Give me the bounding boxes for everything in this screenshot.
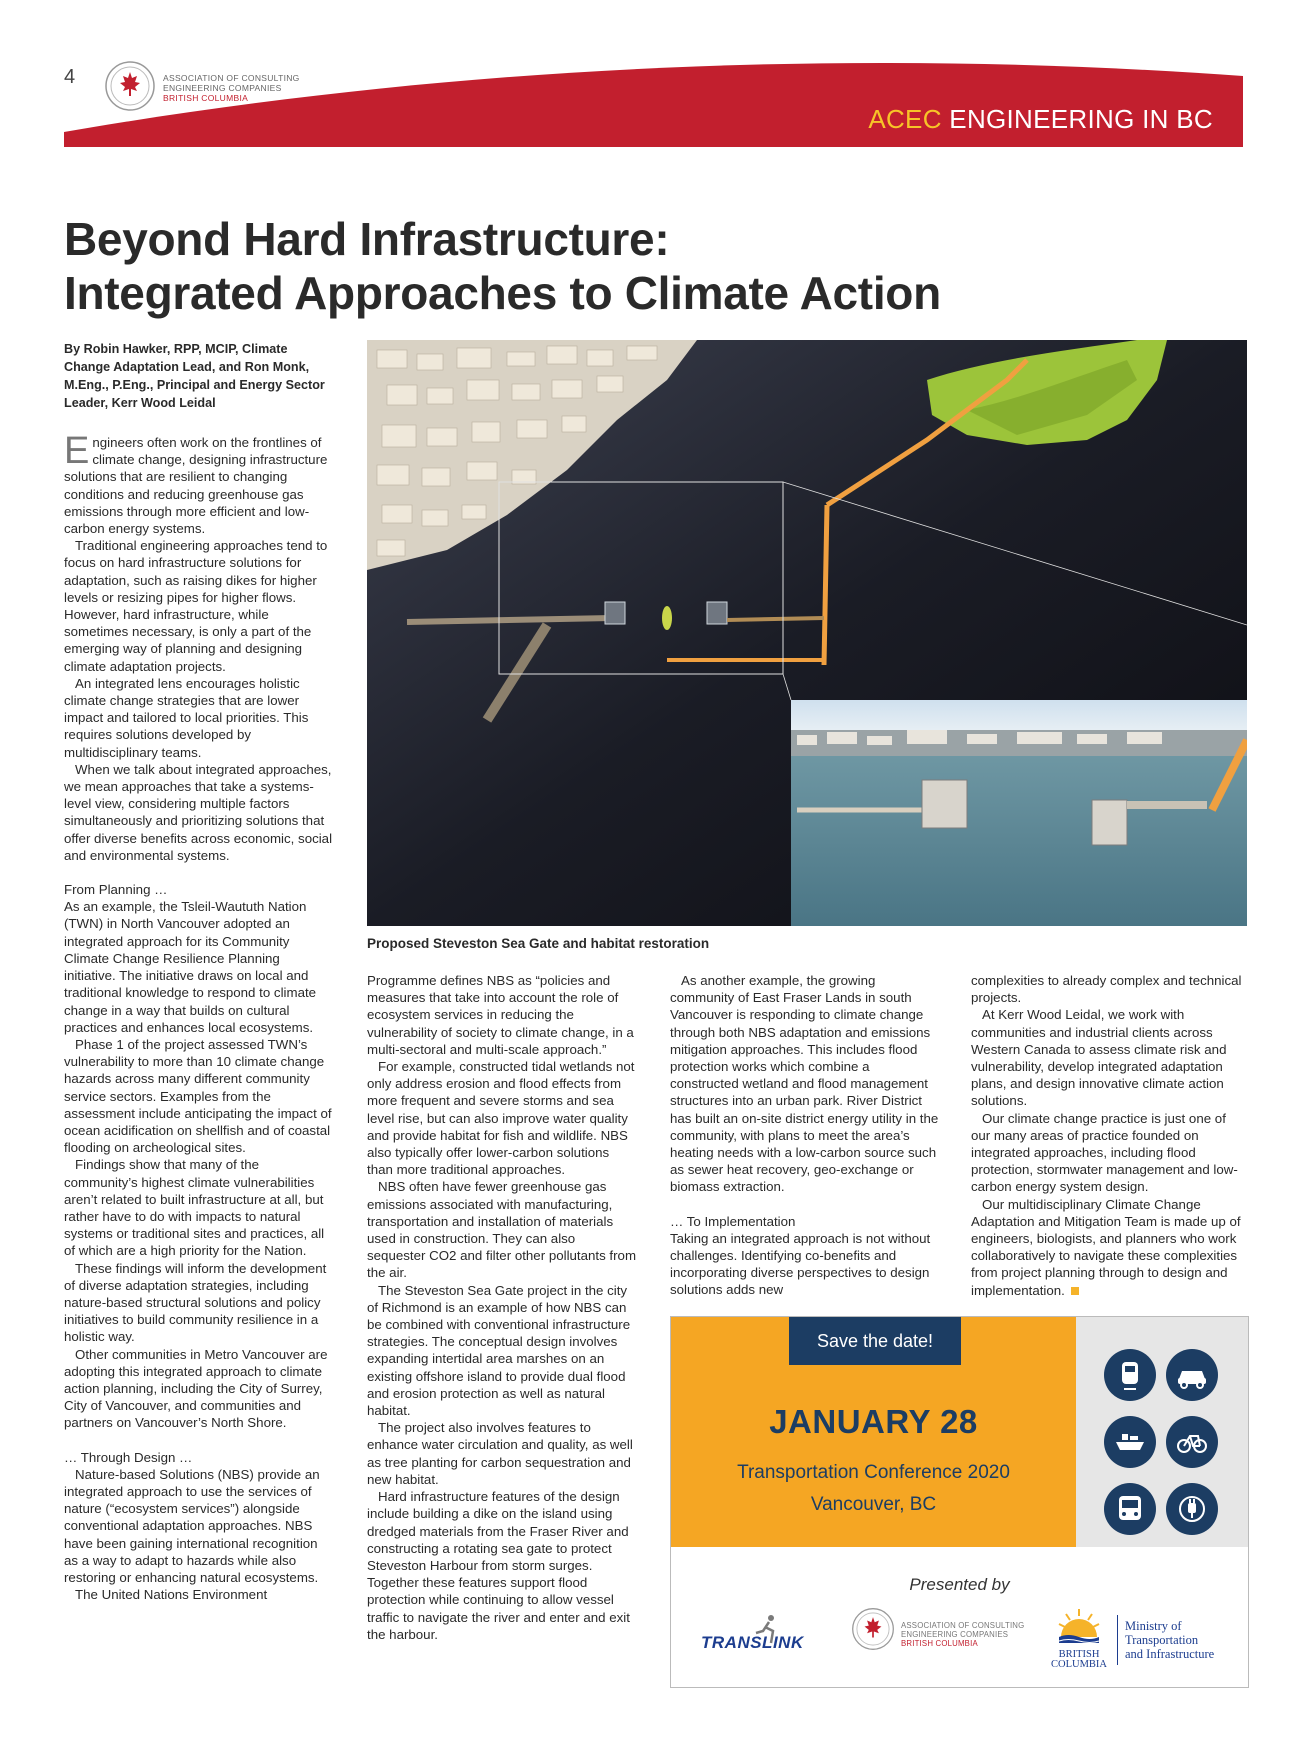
paragraph: At Kerr Wood Leidal, we work with communities and industrial clients across Western Canada to assess climate risk and vulnerability, develop integrated adaptation plans, and design innovative climate action solutions. (971, 1007, 1227, 1109)
logo-line-2: ENGINEERING COMPANIES (163, 83, 282, 93)
image-caption: Proposed Steveston Sea Gate and habitat restoration (367, 936, 710, 951)
subheading: From Planning … (64, 882, 168, 898)
translink-logo (701, 1613, 811, 1658)
paragraph: complexities to already complex and technical projects. (971, 973, 1242, 1006)
paragraph: For example, constructed tidal wetlands not only address erosion and flood effects from more frequent and severe storms and sea level rise, but can also improve water quality and provide habitat for fish and wildlife. NBS also typically offer lower-carbon solutions than more traditional approaches. (367, 1059, 635, 1178)
bus-icon (1104, 1483, 1156, 1535)
acec-ad-line-2: ENGINEERING COMPANIES (901, 1630, 1009, 1639)
paragraph: Our climate change practice is just one of our many areas of practice founded on integrated approaches, including flood protection, stormwater management and low-carbon energy system design. (971, 1110, 1238, 1195)
drop-cap: E (64, 430, 90, 472)
acec-ad-line-3: BRITISH COLUMBIA (901, 1639, 978, 1648)
logo-divider (1117, 1615, 1118, 1665)
section-title (868, 104, 1213, 135)
presented-by-label: Presented by (909, 1575, 1010, 1594)
article-column-3 (670, 972, 940, 1299)
bc-sun-logo-icon (1056, 1607, 1102, 1647)
paragraph (971, 1196, 1247, 1299)
ad-icon-panel (1076, 1317, 1248, 1547)
section-title-text: ENGINEERING IN BC (949, 104, 1213, 134)
steveston-sea-gate-image (367, 340, 1247, 926)
article-column-1 (64, 340, 334, 1603)
paragraph: When we talk about integrated approaches, we mean approaches that take a systems-level view, considering multiple factors simultaneously and prioritizing solutions that offer diverse benefits across economic, social and environmental systems. (64, 761, 333, 863)
save-the-date-badge: Save the date! (789, 1317, 961, 1365)
bc-line-2: COLUMBIA (1050, 1659, 1107, 1670)
ministry-name (1125, 1619, 1214, 1661)
ministry-line-2: Transportation (1125, 1633, 1199, 1647)
paragraph: NBS often have fewer greenhouse gas emissions associated with manufacturing, transportation and installation of materials used in construction. They can also sequester CO2 and filter other pollutants from the air. (367, 1179, 637, 1281)
page-number: 4 (64, 66, 76, 88)
paragraph: These findings will inform the development of diverse adaptation strategies, including nature-based structural solutions and policy initiatives to build community resilience in a holistic way. (64, 1260, 327, 1345)
end-mark-icon (1071, 1287, 1079, 1295)
section-accent: ACEC (868, 104, 942, 134)
subheading: … To Implementation (670, 1213, 796, 1229)
paragraph: Programme defines NBS as “policies and measures that take into account the role of ecosystem services in reducing the vulnerability of society to climate change, in a multi-sectoral and multi-scale approach.” (367, 973, 634, 1057)
logo-line-1: ASSOCIATION OF CONSULTING (163, 73, 300, 83)
ministry-line-3: and Infrastructure (1125, 1647, 1215, 1661)
paragraph (64, 430, 334, 537)
ad-conference-name: Transportation Conference 2020 (737, 1462, 1010, 1483)
paragraph: The project also involves features to enhance water circulation and quality, as well as tree planting for carbon sequestration and new habitat. (367, 1420, 633, 1487)
paragraph: As an example, the Tsleil-Waututh Nation (TWN) in North Vancouver adopted an integrated approach for its Community Climate Change Resilience Planning initiative. The initiative draws on local and traditional knowledge to respond to climate change in a way that builds on cultural practices and enhances local ecosystems. (64, 899, 317, 1035)
headline-line-2: Integrated Approaches to Climate Action (64, 267, 941, 319)
paragraph: An integrated lens encourages holistic climate change strategies that are lower impact and tailored to local priorities. This requires solutions developed by multidisciplinary teams. (64, 675, 309, 760)
headline-line-1: Beyond Hard Infrastructure: (64, 213, 670, 265)
paragraph: Nature-based Solutions (NBS) provide an integrated approach to use the services of nature (“ecosystem services”) alongside conventional adaptation approaches. NBS have been gaining international recognition as a way to adapt to hazards while also restoring or enhancing natural ecosystems. (64, 1466, 320, 1585)
acec-ad-line-1: ASSOCIATION OF CONSULTING (901, 1621, 1025, 1630)
conference-ad[interactable] (670, 1316, 1249, 1688)
article-headline (64, 212, 1244, 320)
paragraph: Hard infrastructure features of the design include building a dike on the island using dredged materials from the Fraser River and constructing a rotating sea gate to protect Steveston Harbour from storm surges. Together these features support flood protection while continuing to allow vessel traffic to navigate the river and enter and exit the harbour. (367, 1489, 630, 1642)
paragraph: As another example, the growing community of East Fraser Lands in south Vancouver is responding to climate change through both NBS adaptation and emissions mitigation approaches. This includes flood protection works which combine a constructed wetland and flood management structures into an urban park. River District has built an on-site district energy utility in the community, with plans to meet the area’s heating needs with a low-carbon source such as sewer heat recovery, geo-exchange or biomass extraction. (670, 973, 939, 1195)
article-column-4 (971, 972, 1247, 1299)
ship-icon (1104, 1416, 1156, 1468)
subheading: … Through Design … (64, 1449, 193, 1465)
ad-date: JANUARY 28 (769, 1403, 978, 1440)
electric-plug-icon (1166, 1483, 1218, 1535)
bc-wordmark (1049, 1650, 1109, 1670)
translink-wordmark: TRANSLINK (701, 1633, 804, 1652)
paragraph: The Steveston Sea Gate project in the city of Richmond is an example of how NBS can be combined with conventional infrastructure strategies. The conceptual design involves expanding intertidal area marshes on an existing offshore island to provide dual flood and erosion protection as well as natural habitat. (367, 1282, 631, 1419)
ad-city: Vancouver, BC (810, 1494, 937, 1515)
acec-logo-icon (104, 60, 156, 112)
logo-line-3: BRITISH COLUMBIA (163, 93, 249, 103)
acec-logo-text (163, 73, 300, 103)
article-column-2 (367, 972, 637, 1643)
byline: By Robin Hawker, RPP, MCIP, Climate Change Adaptation Lead, and Ron Monk, M.Eng., P.Eng., Principal and Energy Sector Leader, Kerr Wood Leidal (64, 342, 325, 410)
paragraph-text: ngineers often work on the frontlines of climate change, designing infrastructure solutions that are resilient to changing conditions and reducing greenhouse gas emissions through more efficient and low-carbon energy systems. (64, 435, 328, 537)
bc-line-1: BRITISH (1058, 1649, 1100, 1660)
bicycle-icon (1166, 1416, 1218, 1468)
train-icon (1104, 1349, 1156, 1401)
paragraph-text: Our multidisciplinary Climate Change Adaptation and Mitigation Team is made up of engineers, biologists, and planners who work collaboratively to navigate these complexities from project planning through to design and implementation. (971, 1196, 1241, 1298)
paragraph: Traditional engineering approaches tend to focus on hard infrastructure solutions for adaptation, such as raising dikes for higher levels or resizing pipes for higher flows. However, hard infrastructure, while sometimes necessary, is only a part of the emerging way of planning and designing climate adaptation projects. (64, 538, 328, 674)
paragraph: Findings show that many of the community’s highest climate vulnerabilities aren’t related to built infrastructure at all, but rather have to do with impacts to natural systems or traditional sites and practices, all of which are a high priority for the Nation. (64, 1157, 325, 1259)
paragraph: Taking an integrated approach is not without challenges. Identifying co-benefits and incorporating diverse perspectives to design solutions adds new (670, 1230, 931, 1298)
paragraph: Other communities in Metro Vancouver are adopting this integrated approach to climate action planning, including the City of Surrey, City of Vancouver, and communities and partners on Vancouver’s North Shore. (64, 1346, 328, 1431)
car-icon (1166, 1349, 1218, 1401)
paragraph: Phase 1 of the project assessed TWN’s vulnerability to more than 10 climate change hazards across many different community service sectors. Examples from the assessment include anticipating the impact of ocean acidification on shellfish and of coastal flooding on archeological sites. (64, 1036, 332, 1156)
acec-ad-logo-icon (851, 1607, 895, 1651)
paragraph: The United Nations Environment (75, 1587, 268, 1603)
ministry-line-1: Ministry of (1125, 1619, 1182, 1633)
acec-ad-logo-text (901, 1621, 1024, 1648)
